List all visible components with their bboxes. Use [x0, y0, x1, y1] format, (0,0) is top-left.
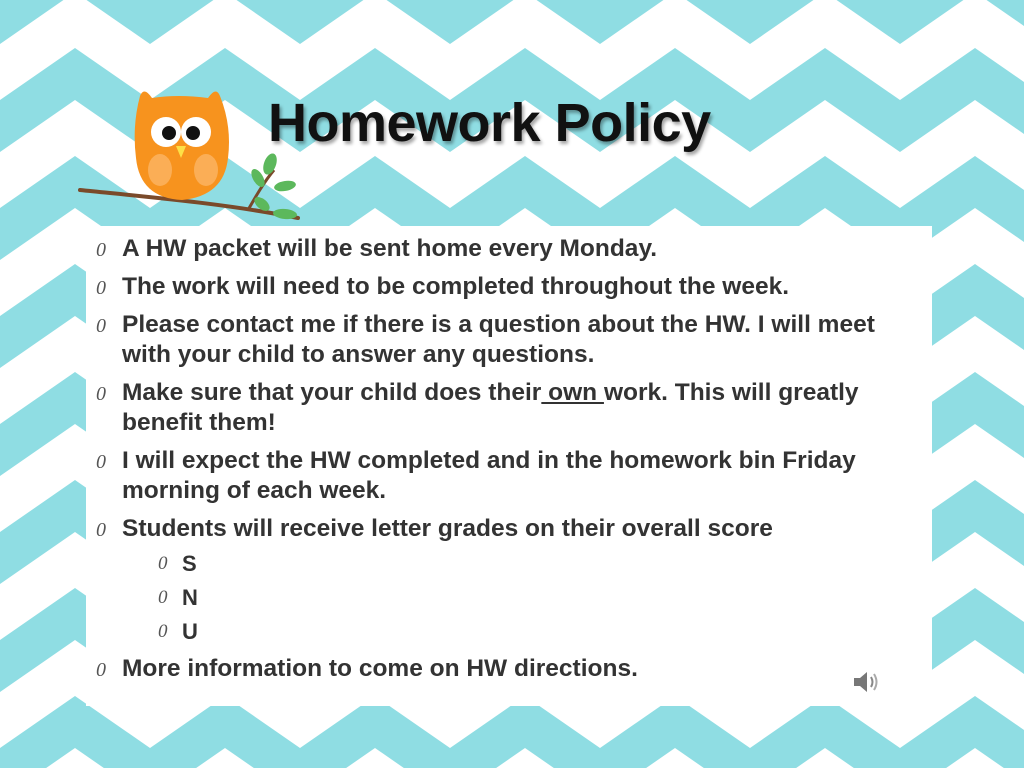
bullet-marker: 0	[96, 277, 106, 299]
grade-letter: N	[182, 585, 198, 610]
sub-bullet-item	[158, 550, 916, 578]
bullet-text-after: work. This will greatly benefit them!	[122, 379, 859, 436]
owl-icon	[78, 86, 308, 236]
bullet-text: I will expect the HW completed and in the homework bin Friday morning of each week.	[122, 447, 856, 504]
leaf	[261, 152, 280, 177]
sub-bullet-item	[158, 584, 916, 612]
bullet-marker: 0	[96, 239, 106, 261]
bullet-item	[96, 310, 916, 370]
bullet-text: The work will need to be completed throughout the week.	[122, 273, 790, 300]
bullet-item	[96, 272, 916, 302]
underlined-word: own	[541, 379, 604, 406]
bullet-item	[96, 234, 916, 264]
bullet-item	[96, 654, 916, 684]
bullet-text: Students will receive letter grades on their overall score	[122, 515, 773, 542]
bullet-item	[96, 378, 916, 438]
bullet-text-before: Make sure that your child does their	[122, 379, 542, 406]
bullet-marker: 0	[158, 587, 168, 608]
bullet-item	[96, 446, 916, 506]
chevron-stripe	[0, 696, 1024, 768]
bullet-item	[96, 514, 916, 646]
grade-letter: S	[182, 551, 197, 576]
slide-title: Homework Policy	[268, 93, 711, 153]
leaf	[273, 179, 296, 193]
bullet-marker: 0	[96, 315, 106, 337]
bullet-marker: 0	[158, 621, 168, 642]
sub-bullet-item	[158, 618, 916, 646]
bullet-list	[96, 234, 916, 692]
sub-bullet-list	[122, 550, 916, 646]
speaker-icon[interactable]	[852, 668, 882, 696]
bullet-marker: 0	[96, 451, 106, 473]
grade-letter: U	[182, 619, 198, 644]
bullet-marker: 0	[158, 553, 168, 574]
bullet-marker: 0	[96, 383, 106, 405]
bullet-marker: 0	[96, 659, 106, 681]
bullet-text: Please contact me if there is a question about the HW. I will meet with your child to answer any questions.	[122, 311, 875, 368]
bullet-text: A HW packet will be sent home every Monday.	[122, 235, 658, 262]
chevron-stripe	[0, 0, 1024, 44]
bullet-marker: 0	[96, 519, 106, 541]
bullet-text: More information to come on HW directions.	[122, 655, 638, 682]
content-panel	[86, 226, 932, 706]
